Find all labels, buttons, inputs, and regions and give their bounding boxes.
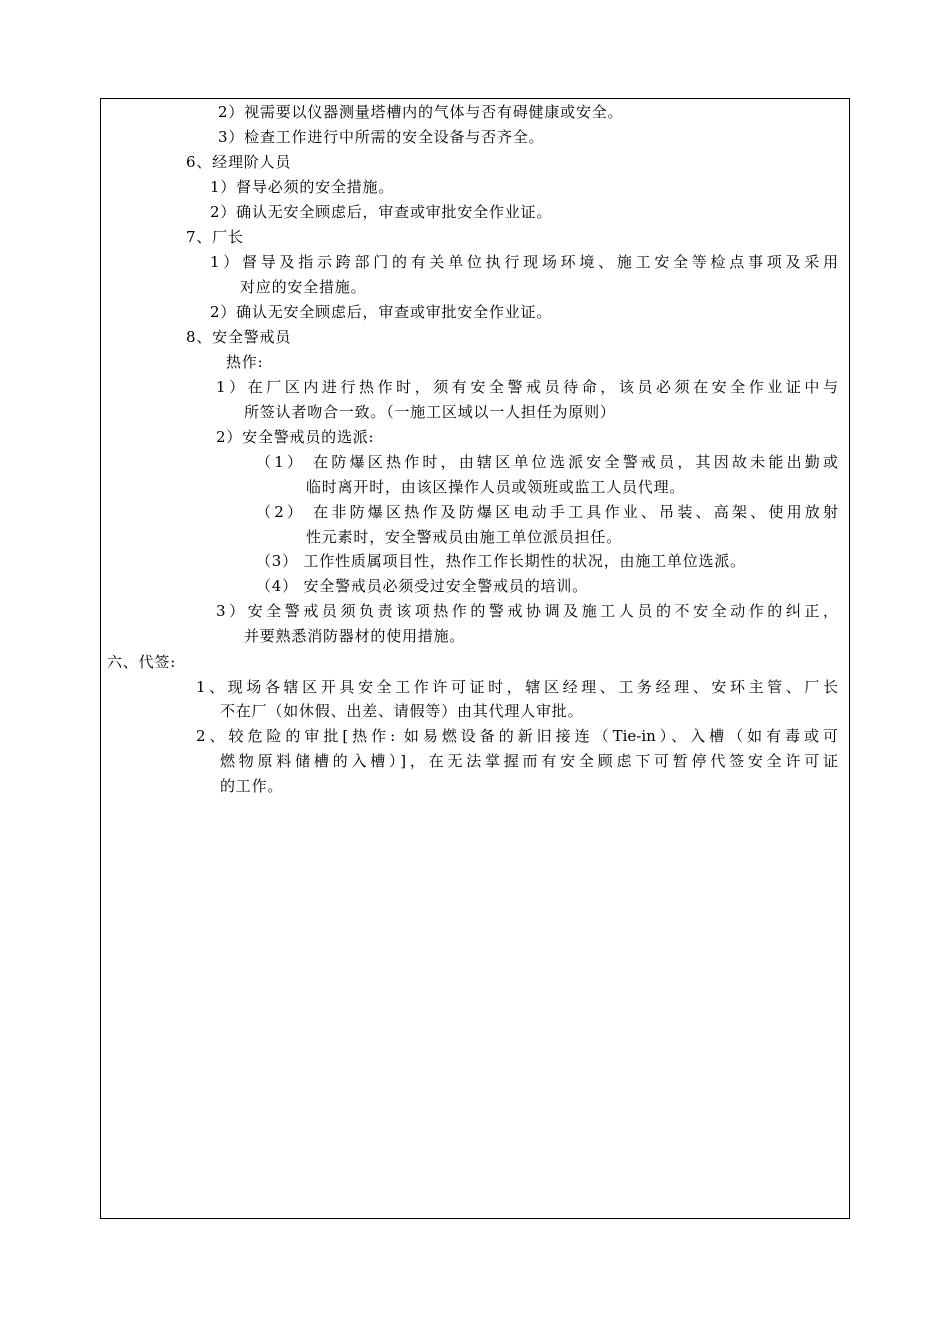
- text-line: 并要熟悉消防器材的使用措施。: [244, 627, 466, 645]
- text-line: 2）确认无安全顾虑后，审查或审批安全作业证。: [210, 303, 553, 321]
- section-heading: 7、厂长: [186, 228, 244, 246]
- text-line: 3）安全警戒员须负责该项热作的警戒协调及施工人员的不安全动作的纠正，: [216, 602, 838, 620]
- text-line: 1）督导及指示跨部门的有关单位执行现场环境、施工安全等检点事项及采用: [210, 253, 838, 271]
- text-line: 的工作。: [220, 777, 284, 795]
- text-line: （1） 在防爆区热作时，由辖区单位选派安全警戒员，其因故未能出勤或: [256, 453, 838, 471]
- text-line: 性元素时，安全警戒员由施工单位派员担任。: [306, 528, 623, 546]
- text-line: 对应的安全措施。: [240, 278, 367, 296]
- text-line: 1）督导必须的安全措施。: [210, 178, 395, 196]
- text-line: （3） 工作性质属项目性，热作工作长期性的状况，由施工单位选派。: [256, 552, 746, 570]
- text-line: 所签认者吻合一致。（一施工区域以一人担任为原则）: [244, 403, 616, 421]
- text-line: 1）在厂区内进行热作时，须有安全警戒员待命，该员必须在安全作业证中与: [216, 378, 838, 396]
- text-line: （4） 安全警戒员必须受过安全警戒员的培训。: [256, 577, 588, 595]
- text-line: 临时离开时，由该区操作人员或领班或监工人员代理。: [306, 478, 686, 496]
- text-line: 1、现场各辖区开具安全工作许可证时，辖区经理、工务经理、安环主管、厂长: [196, 678, 838, 696]
- text-line: （2） 在非防爆区热作及防爆区电动手工具作业、吊装、高架、使用放射: [256, 503, 838, 521]
- text-line: 不在厂（如休假、出差、请假等）由其代理人审批。: [220, 702, 584, 720]
- section-heading: 8、安全警戒员: [186, 328, 292, 346]
- text-line: 燃物原料储槽的入槽）]，在无法掌握而有安全顾虑下可暂停代签安全许可证: [220, 752, 838, 770]
- text-line: 2、较危险的审批[热作: 如易燃设备的新旧接连（Tie-in）、入槽（如有毒或可: [196, 727, 838, 745]
- subheading: 热作:: [226, 353, 264, 371]
- text-line: 2）确认无安全顾虑后，审查或审批安全作业证。: [210, 203, 553, 221]
- text-line: 2）视需要以仪器测量塔槽内的气体与否有碍健康或安全。: [218, 103, 624, 121]
- section-heading: 六、代签:: [107, 653, 177, 671]
- text-line: 3）检查工作进行中所需的安全设备与否齐全。: [218, 128, 545, 146]
- text-line: 2）安全警戒员的选派:: [216, 428, 375, 446]
- section-heading: 6、经理阶人员: [186, 153, 292, 171]
